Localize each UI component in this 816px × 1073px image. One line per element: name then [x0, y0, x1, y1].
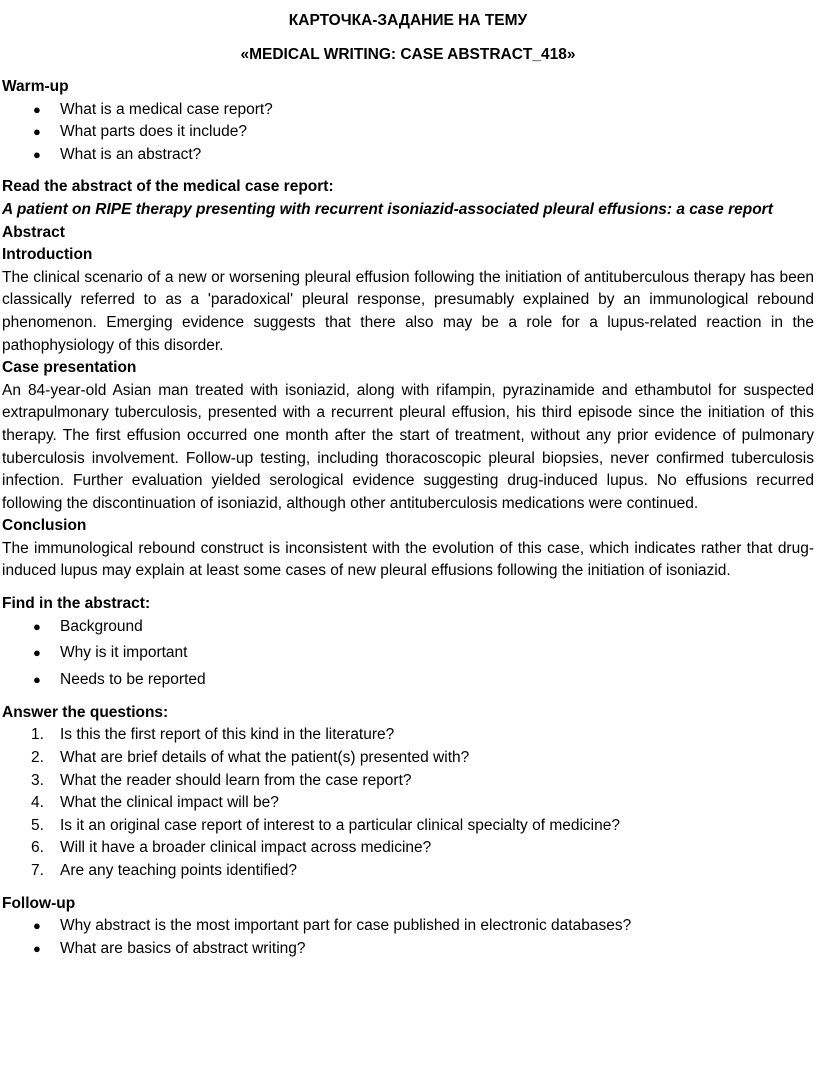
question-number: 4. [31, 794, 44, 812]
bullet-icon: ● [33, 672, 41, 688]
question-number: 3. [31, 771, 44, 789]
followup-list [2, 915, 814, 960]
conclusion-text: The immunological rebound construct is inconsistent with the evolution of this case, which indicates rather that drug-induced lupus may explain at least some cases of new pleural effusions following the initiation of isoniazid. [2, 539, 814, 580]
followup-item-2: What are basics of abstract writing? [60, 939, 306, 957]
question-text: What the clinical impact will be? [60, 794, 279, 812]
question-text: Are any teaching points identified? [60, 861, 297, 879]
bullet-icon: ● [33, 940, 41, 956]
list-item [2, 815, 814, 838]
question-number: 2. [31, 749, 44, 766]
question-text: What are brief details of what the patient(s) presented with? [60, 749, 470, 766]
find-heading: Find in the abstract: [2, 595, 151, 613]
question-number: 5. [31, 816, 44, 834]
list-item [2, 915, 814, 938]
warmup-heading: Warm-up [2, 78, 69, 95]
document-title-line-1: КАРТОЧКА-ЗАДАНИЕ НА ТЕМУ [288, 12, 528, 29]
abstract-label: Abstract [2, 223, 65, 241]
find-item-1: Background [60, 617, 143, 635]
bullet-icon: ● [33, 618, 41, 634]
list-item [2, 642, 814, 665]
conclusion-label: Conclusion [2, 517, 87, 535]
bullet-icon: ● [33, 918, 41, 934]
warmup-item-2: What parts does it include? [60, 123, 247, 141]
list-item [2, 860, 814, 883]
questions-list [2, 724, 814, 882]
followup-item-1: Why abstract is the most important part for case published in electronic databases? [60, 917, 632, 935]
question-text: Is it an original case report of interest to a particular clinical specialty of medicine? [60, 816, 620, 834]
warmup-item-1: What is a medical case report? [60, 100, 273, 118]
question-text: What the reader should learn from the case report? [60, 771, 412, 789]
list-item [2, 770, 814, 793]
list-item [2, 669, 814, 692]
followup-heading: Follow-up [2, 894, 76, 912]
warmup-list [2, 99, 814, 167]
bullet-icon: ● [33, 101, 41, 117]
article-title: A patient on RIPE therapy presenting with recurrent isoniazid-associated pleural effusions: a case report [2, 200, 773, 218]
find-list [2, 616, 814, 692]
list-item [2, 121, 814, 144]
list-item [2, 837, 814, 860]
case-presentation-label: Case presentation [2, 359, 137, 377]
question-number: 1. [31, 726, 44, 744]
read-heading: Read the abstract of the medical case report: [2, 178, 334, 196]
introduction-label: Introduction [2, 246, 93, 264]
list-item [2, 144, 814, 167]
question-number: 7. [31, 861, 44, 879]
list-item [2, 938, 814, 961]
bullet-icon: ● [33, 146, 41, 162]
list-item [2, 792, 814, 815]
introduction-text: The clinical scenario of a new or worsening pleural effusion following the initiation of antituberculous therapy has been classically referred to as a 'paradoxical' pleural response, presumably explained by an immunological rebound phenomenon. Emerging evidence suggests that there also may be a role for a lupus-related reaction in the pathophysiology of this disorder. [2, 268, 814, 354]
find-item-2: Why is it important [60, 644, 188, 662]
warmup-item-3: What is an abstract? [60, 145, 202, 163]
list-item [2, 616, 814, 639]
document-title-line-2: «MEDICAL WRITING: CASE ABSTRACT_418» [240, 46, 576, 63]
question-text: Is this the first report of this kind in the literature? [60, 726, 395, 744]
list-item [2, 99, 814, 122]
question-text: Will it have a broader clinical impact across medicine? [60, 839, 432, 857]
question-number: 6. [31, 839, 44, 857]
list-item [2, 747, 814, 770]
bullet-icon: ● [33, 124, 41, 140]
questions-heading: Answer the questions: [2, 703, 169, 721]
bullet-icon: ● [33, 645, 41, 661]
find-item-3: Needs to be reported [60, 671, 206, 689]
list-item [2, 724, 814, 747]
case-presentation-text: An 84-year-old Asian man treated with isoniazid, along with rifampin, pyrazinamide and ethambutol for suspected extrapulmonary tuberculosis, presented with a recurrent pleural effusion, his third episode since the initiation of this therapy. The first effusion occurred one month after the start of treatment, without any prior evidence of pulmonary tuberculosis involvement. Follow-up testing, including thoracoscopic pleural biopsies, never confirmed tuberculosis infection. Further evaluation yielded serological evidence suggesting drug-induced lupus. No effusions recurred following the discontinuation of isoniazid, although other antituberculosis medications were continued. [2, 381, 814, 512]
